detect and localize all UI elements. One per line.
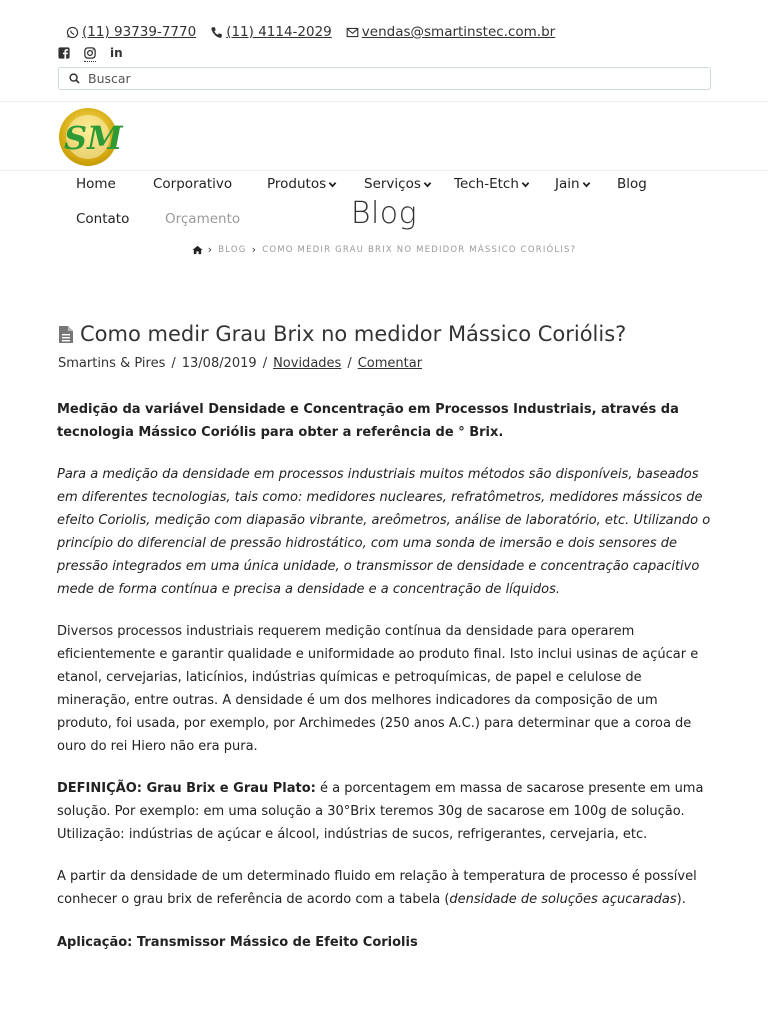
post-intro	[57, 463, 712, 601]
nav-label: Tech-Etch	[454, 176, 519, 192]
body-paragraph: Diversos processos industriais requerem medição contínua da densidade para operarem eficientemente e garantir qualidade e uniformidade ao produto final. Isto inclui usinas de açúcar e etanol, cervejarias, laticínios, indústrias químicas e petroquímicas, de papel e celulose de mineração, entre outras. A densidade é um dos melhores indicadores da composição de um produto, foi usada, por exemplo, por Archimedes (250 anos A.C.) para determinar que a coroa de ouro do rei Hiero não era pura.	[57, 624, 699, 754]
post-lead	[57, 398, 712, 444]
post-application	[57, 931, 712, 954]
nav-home[interactable]	[76, 176, 116, 192]
nav-divider	[0, 170, 768, 171]
nav-corporativo[interactable]	[153, 176, 232, 192]
definition-paragraph	[57, 777, 712, 846]
nav-jain[interactable]	[555, 176, 591, 192]
application-heading: Aplicação: Transmissor Mássico de Efeito Coriolis	[57, 935, 418, 950]
post-meta	[58, 356, 422, 371]
nav-servicos[interactable]	[364, 176, 432, 192]
post-title	[58, 322, 626, 346]
nav-produtos[interactable]	[267, 176, 337, 192]
table-paragraph	[57, 865, 712, 911]
nav-label: Jain	[555, 176, 580, 192]
logo[interactable]	[57, 103, 129, 169]
chevron-down-icon	[328, 180, 337, 189]
post-date: 13/08/2019	[181, 356, 257, 371]
breadcrumb-separator: ›	[207, 243, 214, 256]
linkedin-icon[interactable]: in	[110, 46, 123, 60]
nav-label: Home	[76, 176, 116, 192]
post-author: Smartins & Pires	[58, 356, 166, 371]
definition-label: DEFINIÇÃO: Grau Brix e Grau Plato:	[57, 781, 316, 796]
nav-blog[interactable]	[617, 176, 647, 192]
nav-label: Contato	[76, 211, 130, 227]
post-category-link[interactable]: Novidades	[273, 356, 342, 371]
document-icon	[58, 325, 74, 344]
nav-label: Blog	[617, 176, 647, 192]
density-table-link[interactable]: densidade de soluções açucaradas	[449, 892, 677, 907]
email-address: vendas@smartinstec.com.br	[361, 24, 556, 40]
envelope-icon	[346, 26, 359, 39]
page-title: Blog	[350, 196, 418, 231]
nav-label: Corporativo	[153, 176, 233, 192]
definition-text: é a porcentagem em massa de sacarose presente em uma solução. Por exemplo: em uma solução a 30°Brix teremos 30g de sacarose em 100g de solução. Utilização: indústrias de açúcar e álcool, indústrias de sucos, refrigerantes, cervejaria, etc.	[57, 781, 704, 842]
nav-label: Serviços	[364, 176, 421, 192]
breadcrumb	[0, 243, 768, 256]
whatsapp-link[interactable]	[66, 24, 196, 40]
nav-label: Orçamento	[165, 211, 241, 227]
post-brix-table	[57, 865, 712, 911]
svg-text:SM: SM	[64, 119, 123, 157]
search-box	[58, 67, 711, 90]
meta-separator: /	[347, 356, 352, 371]
italic-paragraph: Para a medição da densidade em processos industriais muitos métodos são disponíveis, baseados em diferentes tecnologias, tais como: medidores nucleares, refratômetros, medidores mássicos de efeito Coriolis, medição com diapasão vibrante, areômetros, análise de laboratório, etc. Utilizando o princípio do diferencial de pressão hidrostático, com uma sonda de imersão e dois sensores de pressão integrados em uma única unidade, o transmissor de densidade e concentração capacitivo mede de forma contínua e precisa a densidade e a concentração de líquidos.	[57, 467, 711, 597]
table-text-end: ).	[676, 892, 686, 907]
instagram-icon[interactable]	[84, 45, 96, 62]
chevron-down-icon	[423, 180, 432, 189]
email-link[interactable]	[346, 24, 555, 40]
breadcrumb-blog-link[interactable]: BLOG	[218, 244, 247, 255]
chevron-down-icon	[582, 180, 591, 189]
home-icon[interactable]	[192, 245, 203, 255]
breadcrumb-current: COMO MEDIR GRAU BRIX NO MEDIDOR MÁSSICO CORIÓLIS?	[262, 244, 577, 255]
whatsapp-number: (11) 93739-7770	[82, 24, 197, 40]
meta-separator: /	[171, 356, 176, 371]
phone-icon	[210, 26, 223, 39]
search-icon	[69, 73, 80, 84]
facebook-icon[interactable]	[58, 45, 70, 62]
post-body	[57, 620, 712, 758]
nav-tech-etch[interactable]	[454, 176, 530, 192]
meta-separator: /	[262, 356, 268, 371]
comment-link[interactable]: Comentar	[357, 356, 423, 371]
social-links	[58, 45, 123, 62]
breadcrumb-separator: ›	[251, 243, 258, 256]
lead-paragraph: Medição da variável Densidade e Concentração em Processos Industriais, através da tecnologia Mássico Coriólis para obter a referência de ° Brix.	[57, 402, 679, 440]
table-text: A partir da densidade de um determinado fluido em relação à temperatura de processo é possível conhecer o grau brix de referência de acordo com a tabela (	[57, 869, 697, 907]
contact-bar	[66, 24, 555, 40]
phone-link[interactable]	[210, 24, 332, 40]
phone-number: (11) 4114-2029	[226, 24, 332, 40]
whatsapp-icon	[66, 26, 79, 39]
chevron-down-icon	[521, 180, 530, 189]
search-input[interactable]	[86, 70, 690, 87]
nav-label: Produtos	[267, 176, 327, 192]
post-title-text: Como medir Grau Brix no medidor Mássico Coriólis?	[80, 322, 627, 346]
header-divider	[0, 101, 768, 102]
post-definition	[57, 777, 712, 846]
